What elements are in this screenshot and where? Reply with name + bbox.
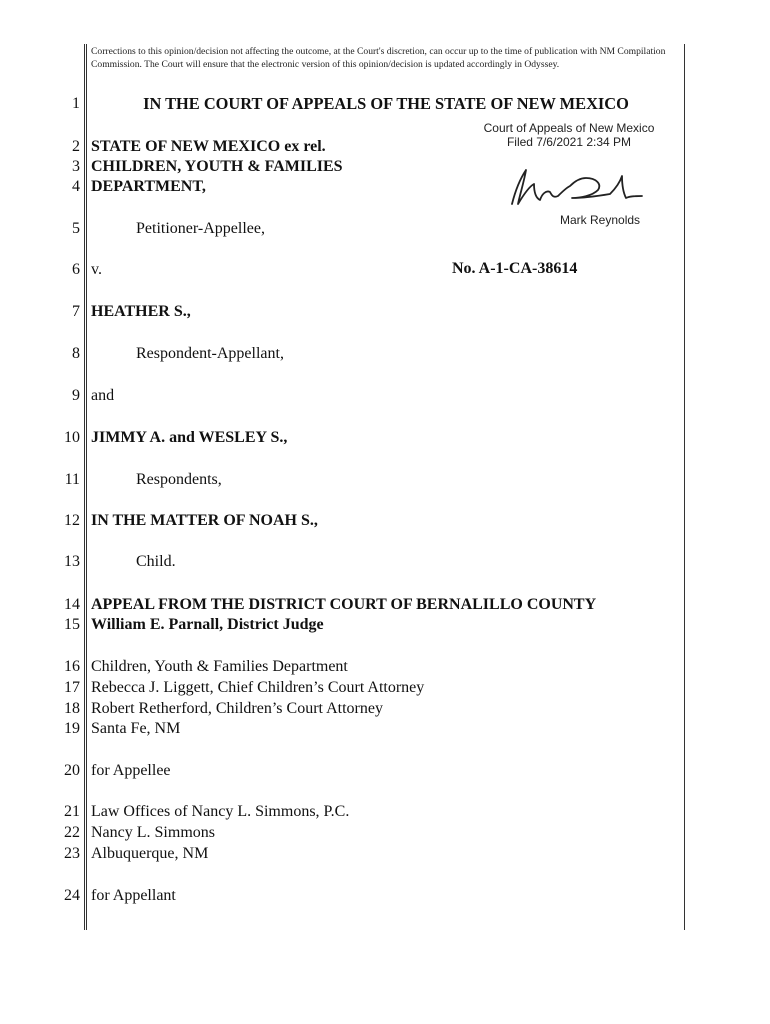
line-number: 17 [64, 679, 80, 696]
line-number: 18 [64, 700, 80, 717]
line-number: 14 [64, 596, 80, 613]
caption-role-respondent-appellant: Respondent-Appellant, [136, 345, 284, 362]
caption-role-petitioner: Petitioner-Appellee, [136, 220, 265, 237]
line-number: 13 [64, 553, 80, 570]
counsel-appellee-org: Children, Youth & Families Department [91, 658, 348, 675]
line-number: 23 [64, 845, 80, 862]
right-margin-rule [684, 44, 685, 930]
caption-party-department: DEPARTMENT, [91, 178, 206, 195]
stamp-filed-date: Filed 7/6/2021 2:34 PM [506, 135, 632, 149]
line-number: 21 [64, 803, 80, 820]
district-judge: William E. Parnall, District Judge [91, 616, 324, 633]
caption-party-respondent: HEATHER S., [91, 303, 191, 320]
caption-matter: IN THE MATTER OF NOAH S., [91, 512, 318, 529]
stamp-court: Court of Appeals of New Mexico [483, 121, 655, 135]
line-number: 5 [72, 220, 80, 237]
line-number: 10 [64, 429, 80, 446]
line-number: 3 [72, 158, 80, 175]
filing-stamp [470, 121, 668, 149]
line-number: 9 [72, 387, 80, 404]
line-number: 8 [72, 345, 80, 362]
counsel-appellee-location: Santa Fe, NM [91, 720, 181, 737]
line-number: 11 [64, 471, 80, 488]
case-number: No. A-1-CA-38614 [452, 260, 578, 277]
line-number: 1 [72, 95, 80, 112]
caption-party-cyfd: CHILDREN, YOUTH & FAMILIES [91, 158, 343, 175]
line-number: 16 [64, 658, 80, 675]
counsel-appellant-location: Albuquerque, NM [91, 845, 209, 862]
caption-versus: v. [91, 261, 102, 278]
line-number: 6 [72, 261, 80, 278]
caption-role-respondents: Respondents, [136, 471, 222, 488]
line-number: 4 [72, 178, 80, 195]
left-margin-rule-inner [86, 44, 87, 930]
caption-party-state: STATE OF NEW MEXICO ex rel. [91, 138, 326, 155]
counsel-appellant-attorney: Nancy L. Simmons [91, 824, 215, 841]
line-number: 20 [64, 762, 80, 779]
counsel-appellee-attorney-1: Rebecca J. Liggett, Chief Children’s Court Attorney [91, 679, 425, 696]
appeal-heading: APPEAL FROM THE DISTRICT COURT OF BERNALILLO COUNTY [91, 596, 597, 613]
line-number: 19 [64, 720, 80, 737]
line-number: 12 [64, 512, 80, 529]
line-number: 15 [64, 616, 80, 633]
signature-image [500, 158, 650, 218]
line-number: 22 [64, 824, 80, 841]
signer-name: Mark Reynolds [560, 213, 641, 227]
counsel-appellant-firm: Law Offices of Nancy L. Simmons, P.C. [91, 803, 350, 820]
line-number: 24 [64, 887, 80, 904]
line-number: 7 [72, 303, 80, 320]
for-appellant: for Appellant [91, 887, 176, 904]
caption-and: and [91, 387, 115, 404]
caption-role-child: Child. [136, 553, 176, 570]
counsel-appellee-attorney-2: Robert Retherford, Children’s Court Attorney [91, 700, 383, 717]
caption-party-respondents: JIMMY A. and WESLEY S., [91, 429, 288, 446]
line-number: 2 [72, 138, 80, 155]
corrections-notice: Corrections to this opinion/decision not affecting the outcome, at the Court's discretion, can occur up to the time of publication with NM Compilation Commission. The Court will ensure that the electronic version of this opinion/decision is updated accordingly in Odyssey. [91, 46, 666, 70]
court-title: IN THE COURT OF APPEALS OF THE STATE OF NEW MEXICO [143, 94, 629, 113]
left-margin-rule [84, 44, 85, 930]
for-appellee: for Appellee [91, 762, 171, 779]
